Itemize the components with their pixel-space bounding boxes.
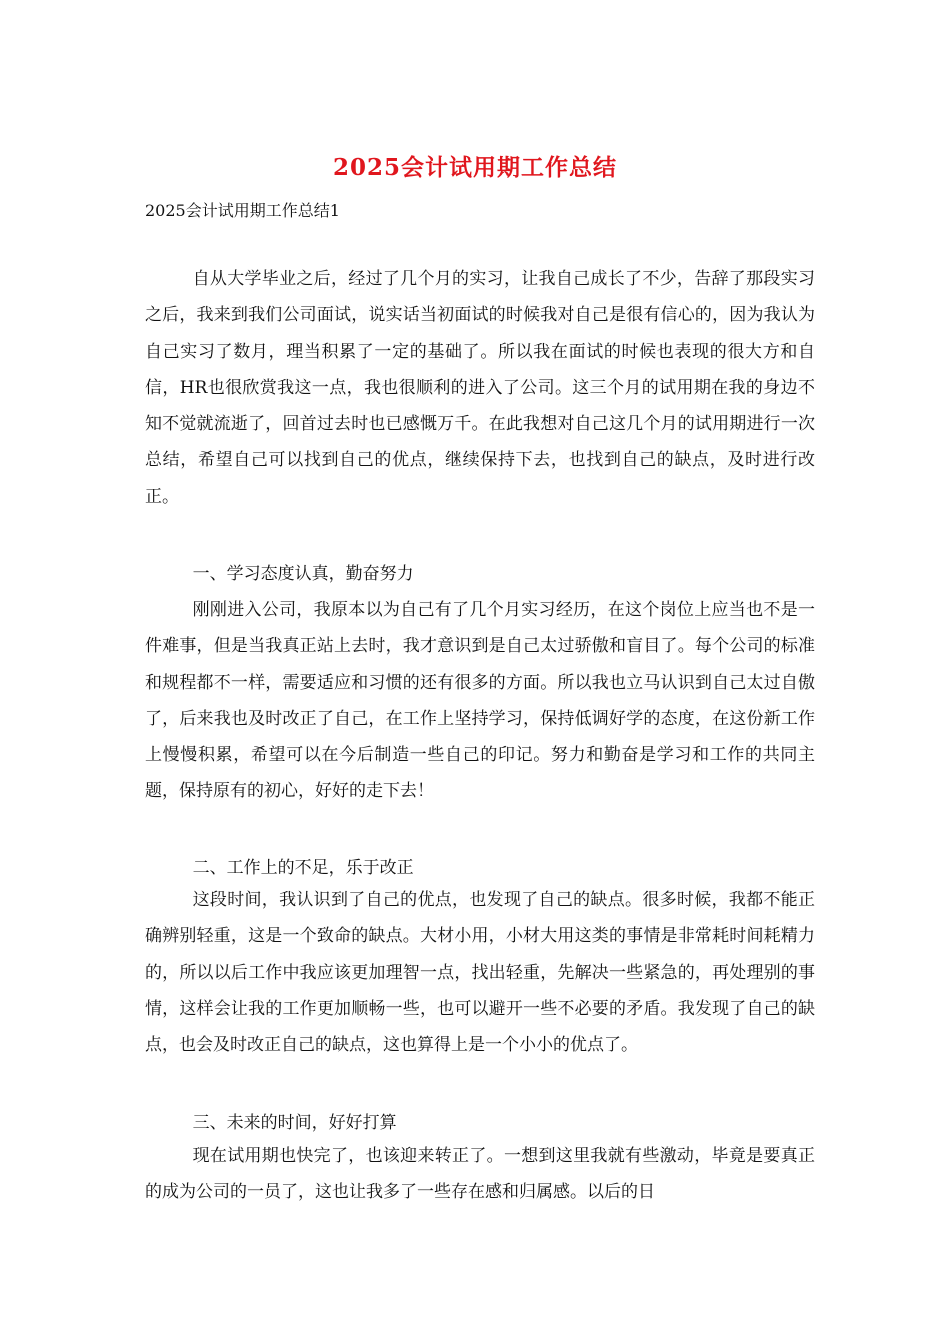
section-heading-2: 二、工作上的不足，乐于改正 (192, 858, 414, 878)
paragraph-intro: 自从大学毕业之后，经过了几个月的实习，让我自己成长了不少，告辞了那段实习之后，我来到我们公司面试，说实话当初面试的时候我对自己是很有信心的，因为我认为自己实习了数月，理当积累了一定的基础了。所以我在面试的时候也表现的很大方和自信，HR也很欣赏我这一点，我也很顺利的进入了公司。这三个月的试用期在我的身边不知不觉就流逝了，回首过去时也已感慨万千。在此我想对自己这几个月的试用期进行一次总结，希望自己可以找到自己的优点，继续保持下去，也找到自己的缺点，及时进行改正。 (145, 269, 815, 507)
paragraph-section-3: 现在试用期也快完了，也该迎来转正了。一想到这里我就有些激动，毕竟是要真正的成为公司的一员了，这也让我多了一些存在感和归属感。以后的日 (145, 1146, 815, 1203)
paragraph-section-1: 刚刚进入公司，我原本以为自己有了几个月实习经历，在这个岗位上应当也不是一件难事，但是当我真正站上去时，我才意识到是自己太过骄傲和盲目了。每个公司的标准和规程都不一样，需要适应和习惯的还有很多的方面。所以我也立马认识到自己太过自傲了，后来我也及时改正了自己，在工作上坚持学习，保持低调好学的态度，在这份新工作上慢慢积累，希望可以在今后制造一些自己的印记。努力和勤奋是学习和工作的共同主题，保持原有的初心，好好的走下去！ (145, 600, 815, 802)
section-heading-1: 一、学习态度认真，勤奋努力 (192, 564, 414, 584)
document-subtitle: 2025会计试用期工作总结1 (145, 201, 340, 220)
section-heading-3: 三、未来的时间，好好打算 (192, 1113, 397, 1133)
paragraph-section-2: 这段时间，我认识到了自己的优点，也发现了自己的缺点。很多时候，我都不能正确辨别轻重，这是一个致命的缺点。大材小用，小材大用这类的事情是非常耗时间耗精力的，所以以后工作中我应该更加理智一点，找出轻重，先解决一些紧急的，再处理别的事情，这样会让我的工作更加顺畅一些，也可以避开一些不必要的矛盾。我发现了自己的缺点，也会及时改正自己的缺点，这也算得上是一个小小的优点了。 (145, 890, 815, 1056)
document-title: 2025会计试用期工作总结 (332, 154, 617, 181)
